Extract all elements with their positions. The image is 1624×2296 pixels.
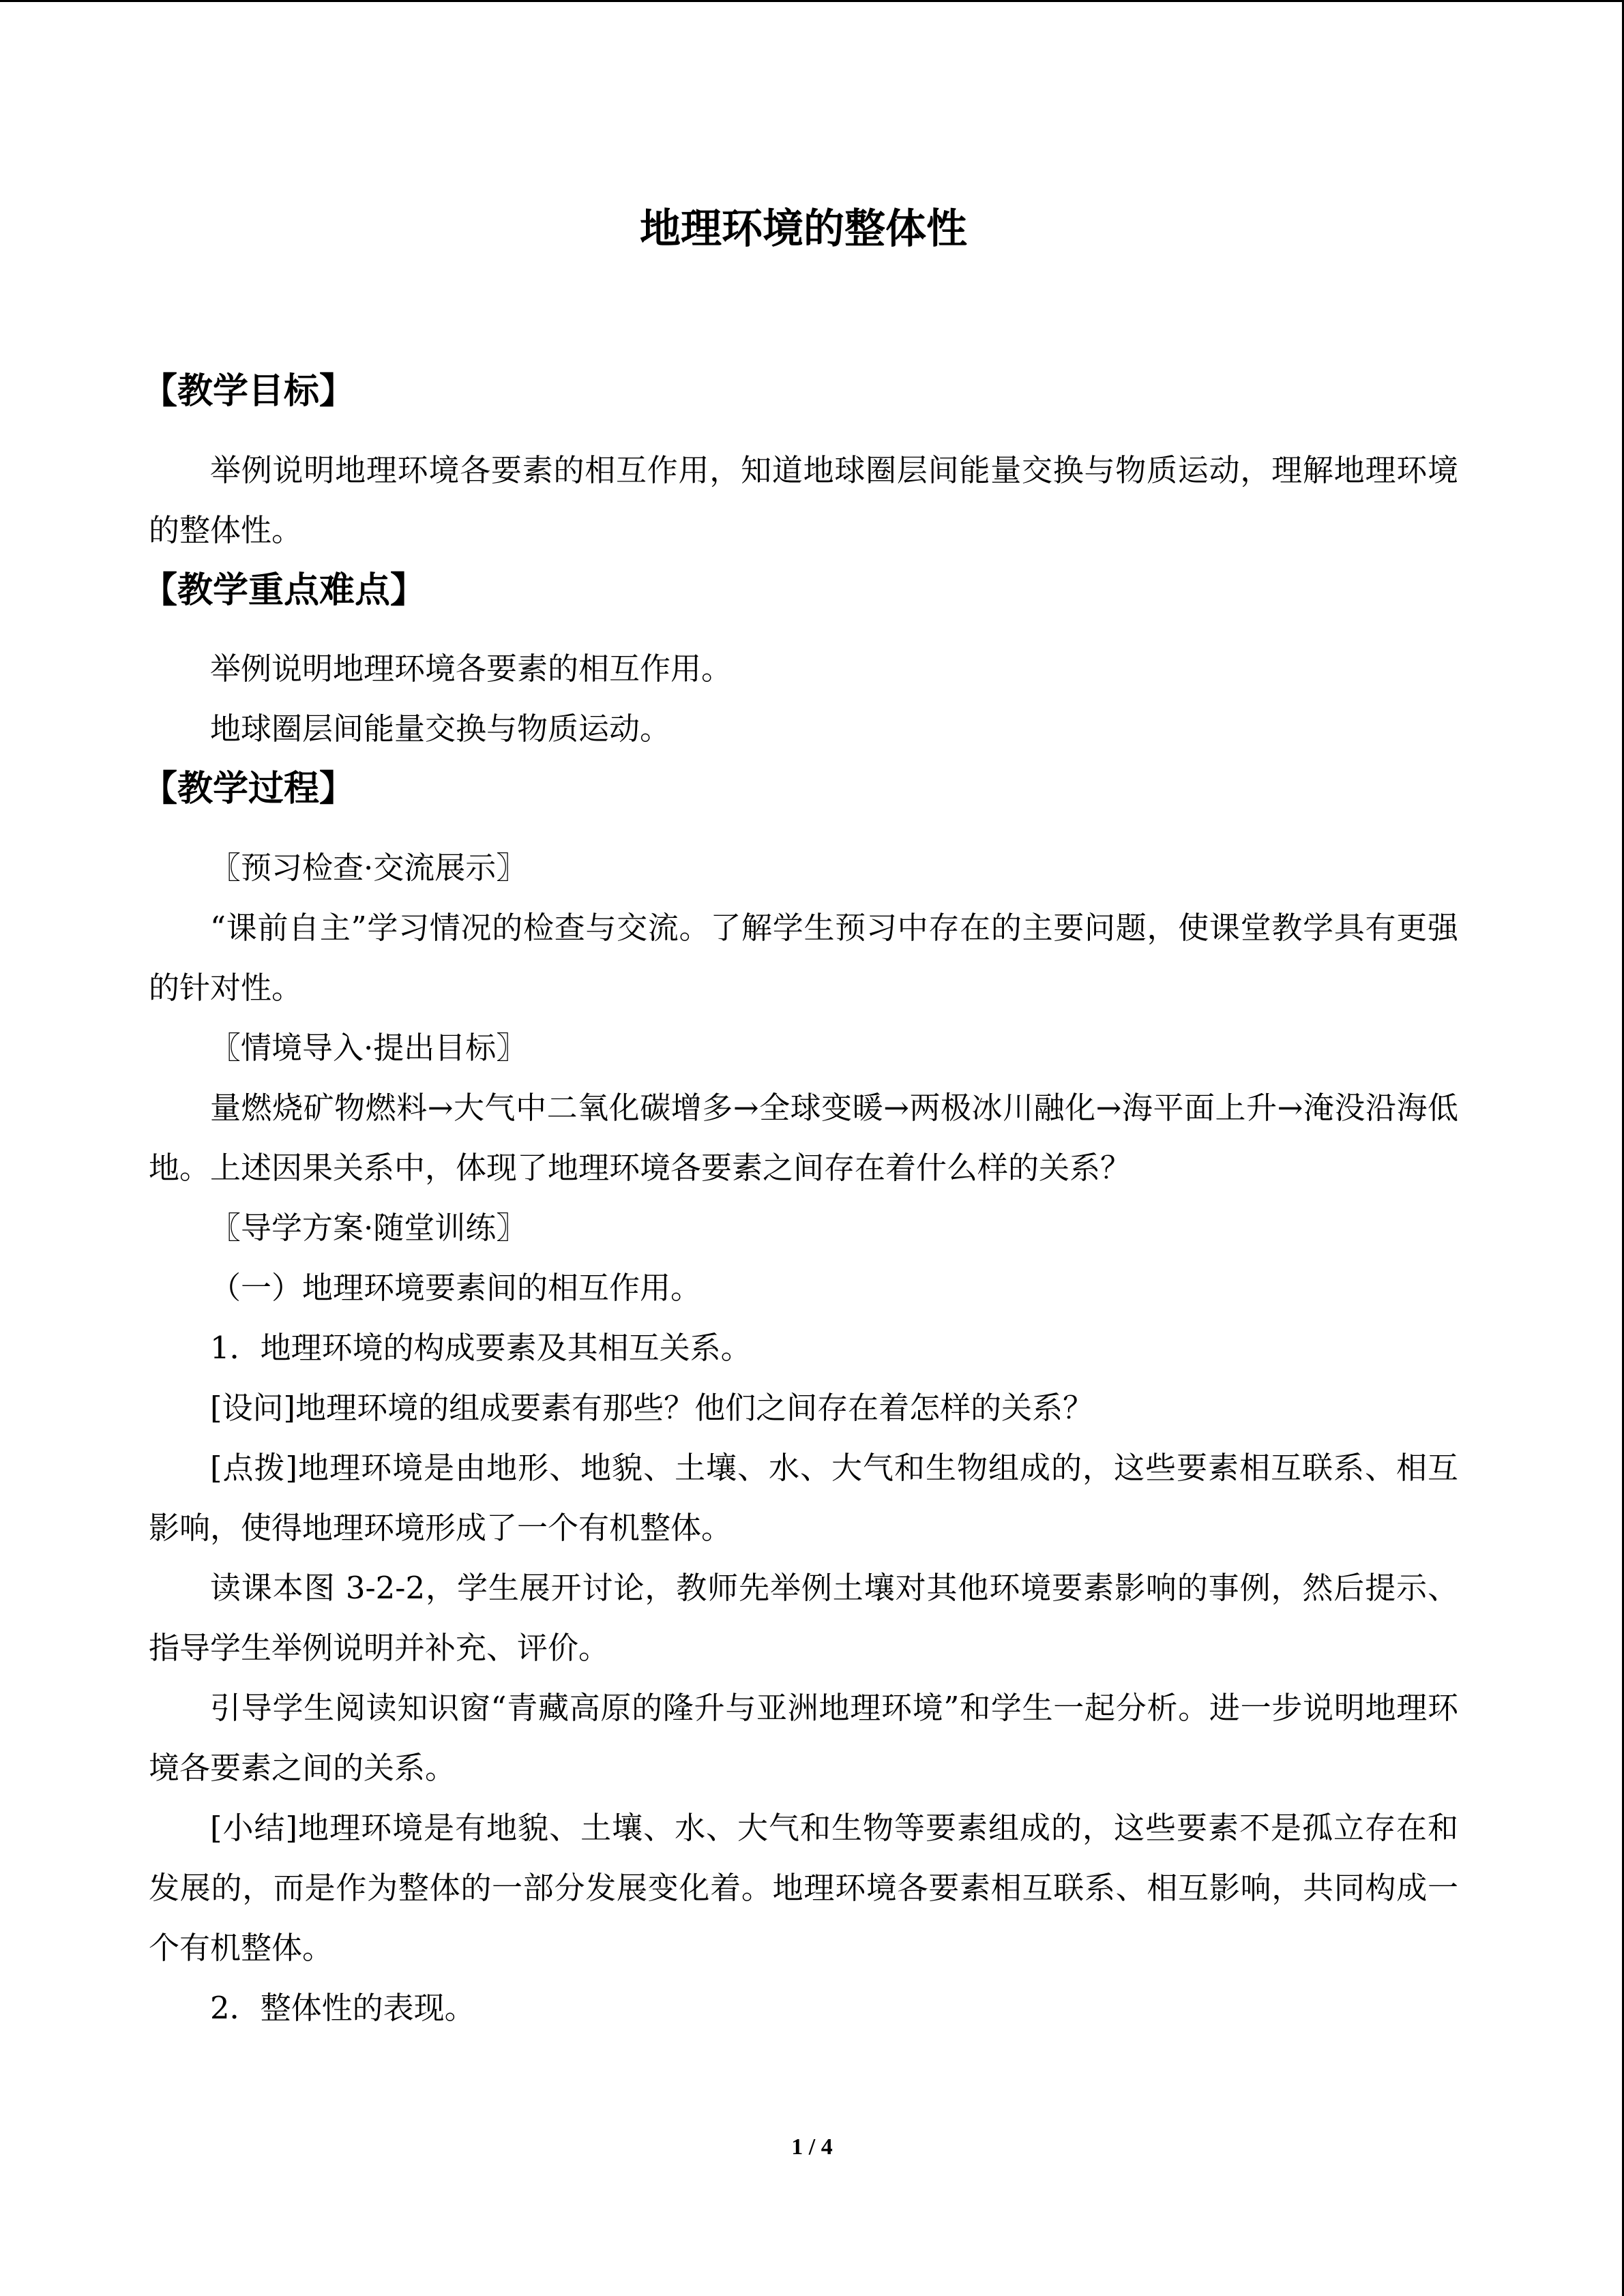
document-title: 地理环境的整体性 xyxy=(640,205,967,253)
paragraph: [小结]地理环境是有地貌、土壤、水、大气和生物等要素组成的，这些要素不是孤立存在和发展的，而是作为整体的一部分发展变化着。地理环境各要素相互联系、相互影响，共同构成一个有机整体。 xyxy=(149,1809,1458,1966)
paragraph: 2．整体性的表现。 xyxy=(210,1989,475,2026)
document-body xyxy=(142,205,1458,2038)
paragraph: 举例说明地理环境各要素的相互作用。 xyxy=(210,651,733,687)
page-number: 1 / 4 xyxy=(791,2134,833,2160)
paragraph: 读课本图 3-2-2，学生展开讨论，教师先举例土壤对其他环境要素影响的事例，然后提示、指导学生举例说明并补充、评价。 xyxy=(149,1569,1458,1666)
paragraph: 〖导学方案·随堂训练〗 xyxy=(210,1209,527,1246)
section-heading-process: 【教学过程】 xyxy=(142,768,355,810)
section-key-points xyxy=(142,567,1458,760)
paragraph: 1．地理环境的构成要素及其相互关系。 xyxy=(210,1329,752,1366)
paragraph: 引导学生阅读知识窗“青藏高原的隆升与亚洲地理环境”和学生一起分析。进一步说明地理环境各要素之间的关系。 xyxy=(149,1689,1458,1786)
paragraph: 〖预习检查·交流展示〗 xyxy=(210,849,527,886)
section-heading-key-points: 【教学重点难点】 xyxy=(142,569,426,611)
section-heading-goals: 【教学目标】 xyxy=(142,370,355,412)
paragraph: [设问]地理环境的组成要素有那些？他们之间存在着怎样的关系？ xyxy=(210,1389,1094,1426)
paragraph: 地球圈层间能量交换与物质运动。 xyxy=(210,711,671,747)
paragraph: （一）地理环境要素间的相互作用。 xyxy=(210,1269,702,1306)
page-border-top xyxy=(0,0,1624,2)
section-teaching-process xyxy=(142,766,1458,2038)
paragraph: “课前自主”学习情况的检查与交流。了解学生预习中存在的主要问题，使课堂教学具有更强的针对性。 xyxy=(149,909,1458,1006)
paragraph: 举例说明地理环境各要素的相互作用，知道地球圈层间能量交换与物质运动，理解地理环境的整体性。 xyxy=(149,451,1458,548)
paragraph: 〖情境导入·提出目标〗 xyxy=(210,1029,527,1066)
section-teaching-goals xyxy=(142,368,1458,561)
paragraph: 量燃烧矿物燃料→大气中二氧化碳增多→全球变暖→两极冰川融化→海平面上升→淹没沿海低地。上述因果关系中，体现了地理环境各要素之间存在着什么样的关系？ xyxy=(149,1089,1458,1186)
paragraph: [点拨]地理环境是由地形、地貌、土壤、水、大气和生物组成的，这些要素相互联系、相互影响，使得地理环境形成了一个有机整体。 xyxy=(149,1449,1458,1546)
